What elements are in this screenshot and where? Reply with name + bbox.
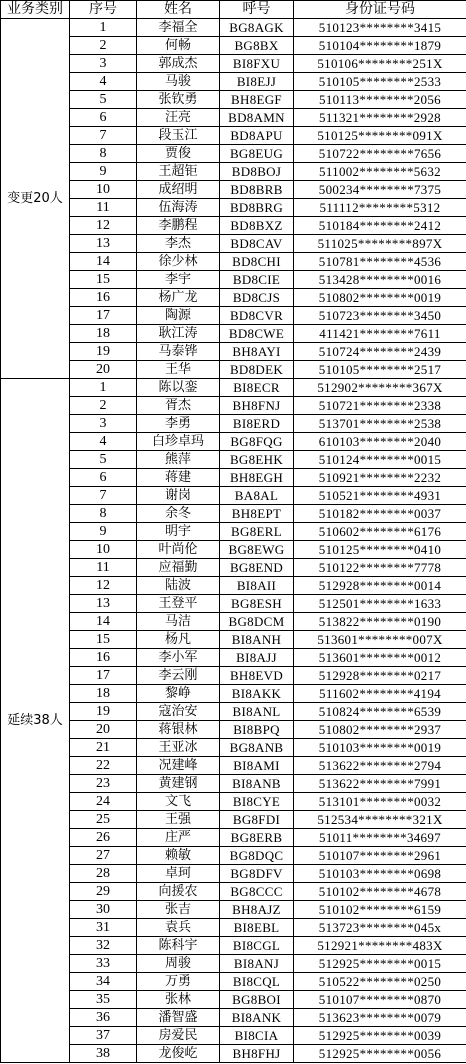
serial-cell: 8 [70,145,137,163]
serial-cell: 10 [70,181,137,199]
name-cell: 庄严 [137,829,220,847]
serial-cell: 33 [70,955,137,973]
id-number-cell: 51011********34697 [294,829,466,847]
serial-cell: 20 [70,721,137,739]
name-cell: 卓珂 [137,865,220,883]
name-cell: 何畅 [137,37,220,55]
serial-cell: 14 [70,613,137,631]
name-cell: 段玉江 [137,127,220,145]
callsign-cell: BI8ANK [220,1009,294,1027]
callsign-cell: BG8DQC [220,847,294,865]
name-cell: 潘智盛 [137,1009,220,1027]
table-row [1,109,466,127]
id-number-cell: 513701********2538 [294,415,466,433]
table-row [1,955,466,973]
name-cell: 贾俊 [137,145,220,163]
name-cell: 李福全 [137,19,220,37]
table-row [1,127,466,145]
id-number-cell: 510123********3415 [294,19,466,37]
name-cell: 房爱民 [137,1027,220,1045]
callsign-cell: BG8ESH [220,595,294,613]
serial-cell: 18 [70,325,137,343]
serial-cell: 31 [70,919,137,937]
serial-cell: 9 [70,523,137,541]
id-number-cell: 513822********0190 [294,613,466,631]
callsign-cell: BG8EHK [220,451,294,469]
serial-cell: 27 [70,847,137,865]
header-category: 业务类别 [1,1,70,19]
category-cell: 延续38人 [1,379,70,1063]
callsign-cell: BI8ANJ [220,955,294,973]
id-number-cell: 510103********0698 [294,865,466,883]
serial-cell: 7 [70,127,137,145]
table-row [1,163,466,181]
table-row [1,253,466,271]
name-cell: 胥杰 [137,397,220,415]
name-cell: 杨广龙 [137,289,220,307]
id-number-cell: 510105********2517 [294,361,466,379]
name-cell: 马泰铧 [137,343,220,361]
id-number-cell: 511002********5632 [294,163,466,181]
id-number-cell: 512925********0039 [294,1027,466,1045]
serial-cell: 11 [70,199,137,217]
serial-cell: 3 [70,55,137,73]
serial-cell: 36 [70,1009,137,1027]
table-row [1,595,466,613]
callsign-cell: BG8BOI [220,991,294,1009]
name-cell: 熊萍 [137,451,220,469]
id-number-cell: 511112********5312 [294,199,466,217]
table-row [1,271,466,289]
id-number-cell: 513622********2794 [294,757,466,775]
id-number-cell: 513622********7991 [294,775,466,793]
name-cell: 陈以銮 [137,379,220,397]
table-row [1,775,466,793]
name-cell: 陶源 [137,307,220,325]
callsign-cell: BI8AII [220,577,294,595]
serial-cell: 15 [70,271,137,289]
name-cell: 况建峰 [137,757,220,775]
callsign-cell: BI8CIA [220,1027,294,1045]
id-number-cell: 513723********045x [294,919,466,937]
name-cell: 叶尚伦 [137,541,220,559]
id-number-cell: 513428********0016 [294,271,466,289]
name-cell: 马骏 [137,73,220,91]
callsign-cell: BD8CIE [220,271,294,289]
serial-cell: 13 [70,595,137,613]
name-cell: 蒋建 [137,469,220,487]
callsign-cell: BD8AMN [220,109,294,127]
name-cell: 寇治安 [137,703,220,721]
callsign-cell: BH8EGH [220,469,294,487]
serial-cell: 10 [70,541,137,559]
id-number-cell: 510124********0015 [294,451,466,469]
id-number-cell: 510182********0037 [294,505,466,523]
callsign-cell: BG8EUG [220,145,294,163]
table-row [1,379,466,397]
id-number-cell: 512501********1633 [294,595,466,613]
serial-cell: 3 [70,415,137,433]
callsign-cell: BI8EBL [220,919,294,937]
callsign-cell: BD8CHI [220,253,294,271]
serial-cell: 37 [70,1027,137,1045]
serial-cell: 11 [70,559,137,577]
callsign-cell: BG8AGK [220,19,294,37]
callsign-cell: BI8ERD [220,415,294,433]
table-row [1,325,466,343]
callsign-cell: BH8EPT [220,505,294,523]
serial-cell: 5 [70,451,137,469]
name-cell: 成绍明 [137,181,220,199]
serial-cell: 34 [70,973,137,991]
table-row [1,559,466,577]
name-cell: 李宇 [137,271,220,289]
serial-cell: 4 [70,433,137,451]
header-id-number: 身份证号码 [294,1,466,19]
id-number-cell: 512902********367X [294,379,466,397]
serial-cell: 2 [70,37,137,55]
id-number-cell: 510113********2056 [294,91,466,109]
name-cell: 白珍卓玛 [137,433,220,451]
header-name: 姓名 [137,1,220,19]
callsign-cell: BG8CCC [220,883,294,901]
name-cell: 伍海涛 [137,199,220,217]
name-cell: 汪亮 [137,109,220,127]
id-number-cell: 510824********6539 [294,703,466,721]
table-row [1,847,466,865]
id-number-cell: 510602********6176 [294,523,466,541]
name-cell: 袁兵 [137,919,220,937]
table-row [1,829,466,847]
name-cell: 周骏 [137,955,220,973]
serial-cell: 5 [70,91,137,109]
callsign-cell: BA8AL [220,487,294,505]
callsign-cell: BI8BPQ [220,721,294,739]
callsign-cell: BD8CWE [220,325,294,343]
serial-cell: 22 [70,757,137,775]
name-cell: 向援农 [137,883,220,901]
table-row [1,19,466,37]
id-number-cell: 510102********6159 [294,901,466,919]
id-number-cell: 510781********4536 [294,253,466,271]
id-number-cell: 510723********3450 [294,307,466,325]
table-row [1,1045,466,1063]
serial-cell: 2 [70,397,137,415]
table-row [1,1009,466,1027]
callsign-cell: BH8FNJ [220,397,294,415]
category-cell: 变更20人 [1,19,70,379]
table-row [1,901,466,919]
id-number-cell: 512925********0015 [294,955,466,973]
callsign-cell: BD8CAV [220,235,294,253]
header-callsign: 呼号 [220,1,294,19]
id-number-cell: 510125********0410 [294,541,466,559]
callsign-cell: BG8END [220,559,294,577]
callsign-cell: BD8BRB [220,181,294,199]
name-cell: 李云刚 [137,667,220,685]
callsign-cell: BG8DCM [220,613,294,631]
name-cell: 王登平 [137,595,220,613]
callsign-cell: BD8DEK [220,361,294,379]
table-row [1,919,466,937]
id-number-cell: 513623********0079 [294,1009,466,1027]
table-row [1,667,466,685]
callsign-cell: BG8ERL [220,523,294,541]
table-row [1,757,466,775]
id-number-cell: 511025********897X [294,235,466,253]
id-number-cell: 510722********7656 [294,145,466,163]
id-number-cell: 510106********251X [294,55,466,73]
callsign-cell: BI8ANH [220,631,294,649]
id-number-cell: 411421********7611 [294,325,466,343]
callsign-cell: BH8EVD [220,667,294,685]
serial-cell: 16 [70,649,137,667]
table-row [1,73,466,91]
callsign-cell: BG8FDI [220,811,294,829]
id-number-cell: 513101********0032 [294,793,466,811]
serial-cell: 26 [70,829,137,847]
table-row [1,883,466,901]
table-row [1,55,466,73]
name-cell: 万勇 [137,973,220,991]
name-cell: 马洁 [137,613,220,631]
callsign-cell: BD8APU [220,127,294,145]
callsign-cell: BD8CVR [220,307,294,325]
table-row [1,577,466,595]
id-number-cell: 510103********0019 [294,739,466,757]
name-cell: 李鹏程 [137,217,220,235]
id-number-cell: 510721********2338 [294,397,466,415]
id-number-cell: 512928********0217 [294,667,466,685]
name-cell: 黄建钢 [137,775,220,793]
header-serial: 序号 [70,1,137,19]
callsign-cell: BI8CQL [220,973,294,991]
serial-cell: 6 [70,469,137,487]
table-row [1,631,466,649]
table-row [1,1027,466,1045]
callsign-cell: BI8CYE [220,793,294,811]
id-number-cell: 513601********007X [294,631,466,649]
serial-cell: 1 [70,19,137,37]
serial-cell: 17 [70,667,137,685]
table-row [1,703,466,721]
table-row [1,541,466,559]
serial-cell: 20 [70,361,137,379]
serial-cell: 28 [70,865,137,883]
id-number-cell: 510522********0250 [294,973,466,991]
serial-cell: 30 [70,901,137,919]
table-row [1,397,466,415]
table-row [1,433,466,451]
id-number-cell: 510122********7778 [294,559,466,577]
serial-cell: 12 [70,217,137,235]
name-cell: 李杰 [137,235,220,253]
name-cell: 余冬 [137,505,220,523]
table-row [1,721,466,739]
name-cell: 李勇 [137,415,220,433]
table-row [1,451,466,469]
name-cell: 应福勤 [137,559,220,577]
id-number-cell: 512925********0056 [294,1045,466,1063]
serial-cell: 4 [70,73,137,91]
id-number-cell: 610103********2040 [294,433,466,451]
name-cell: 郭成杰 [137,55,220,73]
name-cell: 赖敏 [137,847,220,865]
table-row [1,487,466,505]
id-number-cell: 511602********4194 [294,685,466,703]
name-cell: 谢岗 [137,487,220,505]
callsign-cell: BG8EWG [220,541,294,559]
id-number-cell: 512928********0014 [294,577,466,595]
table-row [1,307,466,325]
serial-cell: 1 [70,379,137,397]
callsign-cell: BI8FXU [220,55,294,73]
table-row [1,649,466,667]
serial-cell: 14 [70,253,137,271]
serial-cell: 29 [70,883,137,901]
callsign-cell: BH8FHJ [220,1045,294,1063]
serial-cell: 12 [70,577,137,595]
callsign-cell: BG8ANB [220,739,294,757]
callsign-cell: BG8ERB [220,829,294,847]
header-row [1,1,466,19]
serial-cell: 19 [70,343,137,361]
table-row [1,37,466,55]
id-number-cell: 510802********0019 [294,289,466,307]
id-number-cell: 510102********4678 [294,883,466,901]
name-cell: 王亚冰 [137,739,220,757]
id-number-cell: 510724********2439 [294,343,466,361]
table-row [1,343,466,361]
serial-cell: 19 [70,703,137,721]
callsign-cell: BH8AJZ [220,901,294,919]
name-cell: 李小军 [137,649,220,667]
callsign-cell: BI8AJJ [220,649,294,667]
table-row [1,865,466,883]
name-cell: 蒋银林 [137,721,220,739]
id-number-cell: 500234********7375 [294,181,466,199]
table-row [1,505,466,523]
id-number-cell: 510921********2232 [294,469,466,487]
id-number-cell: 512534********321X [294,811,466,829]
name-cell: 杨凡 [137,631,220,649]
callsign-cell: BD8BOJ [220,163,294,181]
name-cell: 龙俊屹 [137,1045,220,1063]
table-row [1,973,466,991]
serial-cell: 32 [70,937,137,955]
callsign-cell: BI8ECR [220,379,294,397]
serial-cell: 17 [70,307,137,325]
callsign-cell: BI8EJJ [220,73,294,91]
table-row [1,415,466,433]
serial-cell: 35 [70,991,137,1009]
table-row [1,145,466,163]
table-row [1,91,466,109]
callsign-cell: BD8BRG [220,199,294,217]
table-row [1,181,466,199]
serial-cell: 6 [70,109,137,127]
serial-cell: 23 [70,775,137,793]
table-row [1,613,466,631]
serial-cell: 8 [70,505,137,523]
table-row [1,937,466,955]
callsign-cell: BH8EGF [220,91,294,109]
callsign-cell: BI8AKK [220,685,294,703]
callsign-cell: BG8BX [220,37,294,55]
name-cell: 徐少林 [137,253,220,271]
table-row [1,469,466,487]
serial-cell: 15 [70,631,137,649]
name-cell: 张钦勇 [137,91,220,109]
table-row [1,811,466,829]
id-number-cell: 510107********2961 [294,847,466,865]
callsign-cell: BG8DFV [220,865,294,883]
id-number-cell: 510105********2533 [294,73,466,91]
name-cell: 王超钜 [137,163,220,181]
table-row [1,991,466,1009]
table-row [1,793,466,811]
id-number-cell: 510125********091X [294,127,466,145]
name-cell: 文飞 [137,793,220,811]
id-number-cell: 510184********2412 [294,217,466,235]
table-row [1,289,466,307]
serial-cell: 21 [70,739,137,757]
table-row [1,739,466,757]
name-cell: 明宇 [137,523,220,541]
name-cell: 陆波 [137,577,220,595]
name-cell: 王强 [137,811,220,829]
table-row [1,685,466,703]
serial-cell: 9 [70,163,137,181]
table-row [1,235,466,253]
id-number-cell: 513601********0012 [294,649,466,667]
name-cell: 黎峥 [137,685,220,703]
id-number-cell: 512921********483X [294,937,466,955]
name-cell: 陈科宇 [137,937,220,955]
callsign-cell: BH8AYI [220,343,294,361]
name-cell: 耿江涛 [137,325,220,343]
serial-cell: 16 [70,289,137,307]
id-number-cell: 510521********4931 [294,487,466,505]
id-number-cell: 510107********0870 [294,991,466,1009]
serial-cell: 13 [70,235,137,253]
table-row [1,199,466,217]
callsign-cell: BI8AMI [220,757,294,775]
table-row [1,217,466,235]
id-number-cell: 510802********2937 [294,721,466,739]
name-cell: 张吉 [137,901,220,919]
id-number-cell: 510104********1879 [294,37,466,55]
table-row [1,361,466,379]
serial-cell: 25 [70,811,137,829]
name-cell: 王华 [137,361,220,379]
callsign-cell: BG8FQG [220,433,294,451]
name-cell: 张林 [137,991,220,1009]
callsign-cell: BI8ANL [220,703,294,721]
id-number-cell: 511321********2928 [294,109,466,127]
callsign-cell: BI8CGL [220,937,294,955]
serial-cell: 18 [70,685,137,703]
serial-cell: 7 [70,487,137,505]
callsign-cell: BI8ANB [220,775,294,793]
serial-cell: 24 [70,793,137,811]
callsign-cell: BD8BXZ [220,217,294,235]
table-row [1,523,466,541]
serial-cell: 38 [70,1045,137,1063]
callsign-cell: BD8CJS [220,289,294,307]
